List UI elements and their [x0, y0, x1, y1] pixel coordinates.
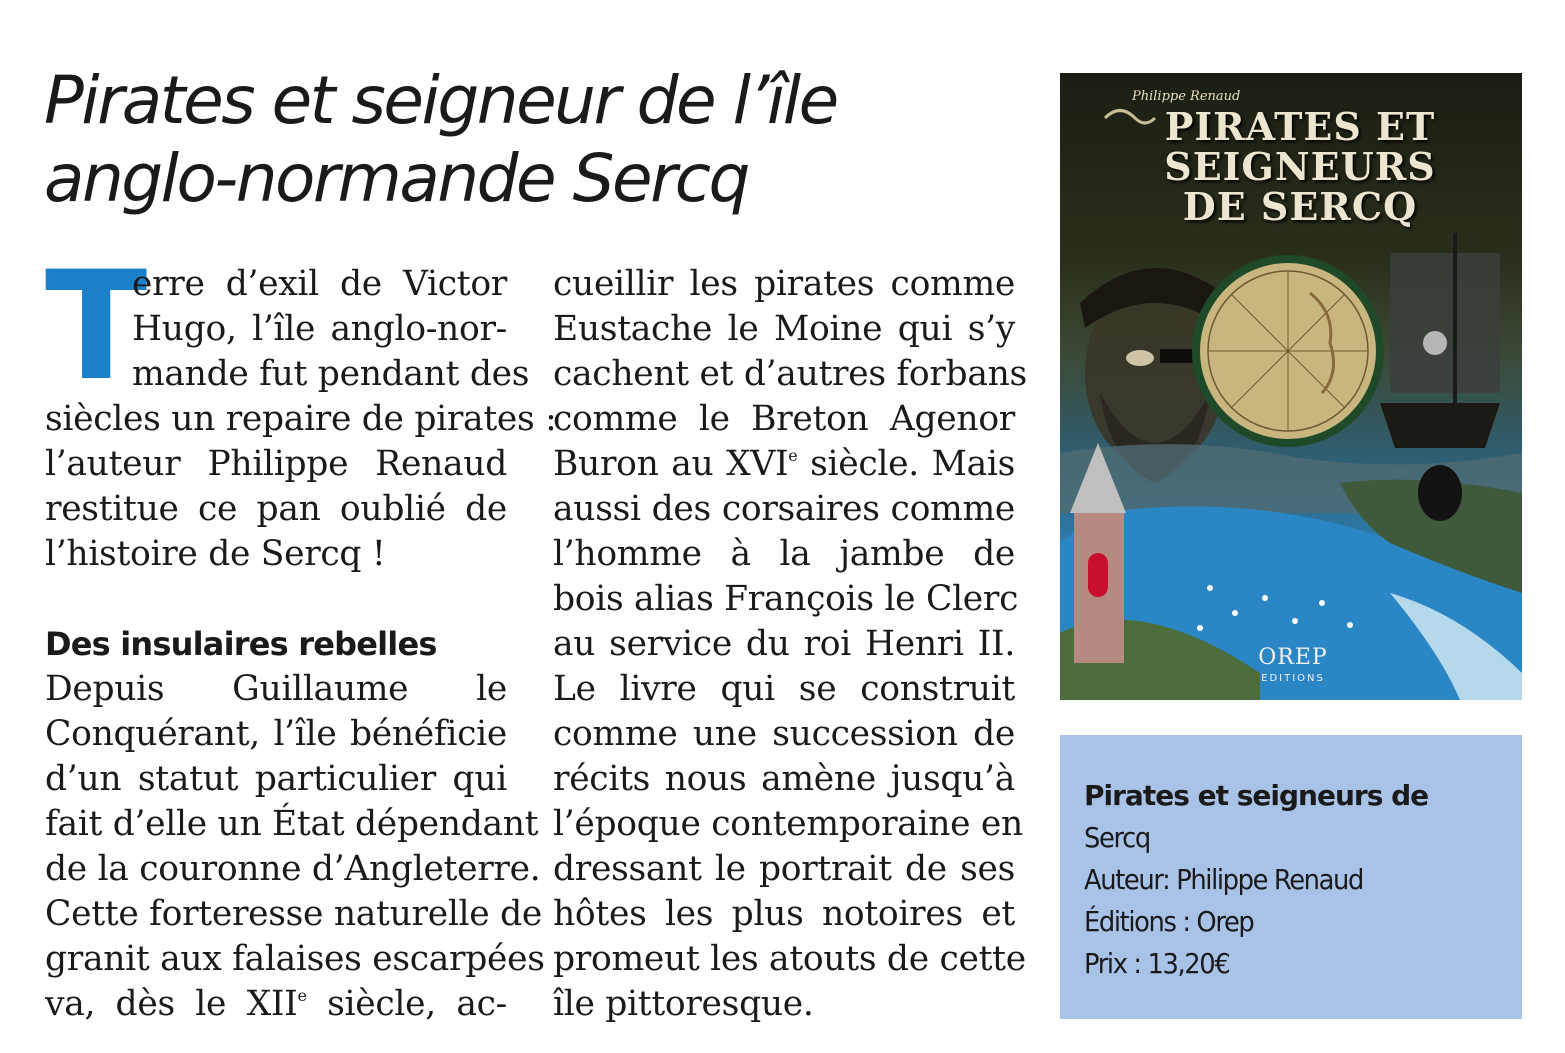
paragraph-line: aussi des corsaires comme — [553, 489, 1015, 529]
paragraph-line: restitue ce pan oublié de — [45, 489, 507, 529]
headline-line-2: anglo-normande Sercq — [44, 140, 748, 217]
book-info-box — [1060, 735, 1522, 1019]
info-author: Auteur: Philippe Renaud — [1084, 863, 1363, 896]
paragraph-line: fait d’elle un État dépendant — [45, 804, 539, 844]
paragraph-line: promeut les atouts de cette — [553, 939, 1026, 979]
paragraph-line: bois alias François le Clerc — [553, 579, 1019, 619]
paragraph-line: comme le Breton Agenor — [553, 399, 1015, 439]
paragraph-line: d’un statut particulier qui — [45, 759, 507, 799]
paragraph-line: cachent et d’autres forbans — [553, 354, 1027, 394]
cover-title-line: DE SERCQ — [1182, 184, 1418, 229]
cover-publisher-logo: OREP — [1258, 645, 1328, 670]
headline-line-1: Pirates et seigneur de l’île — [44, 62, 837, 139]
superscript: e — [297, 986, 307, 1005]
info-book-title-cont: Sercq — [1084, 821, 1150, 854]
paragraph-line: erre d’exil de Victor — [132, 264, 507, 304]
paragraph-line: Le livre qui se construit — [553, 669, 1015, 709]
paragraph-line — [553, 442, 1015, 487]
text-fragment: siècle. Mais — [797, 444, 1016, 484]
text-fragment: siècle, ac- — [306, 984, 508, 1024]
section-subheading: Des insulaires rebelles — [45, 625, 437, 663]
paragraph-line: Depuis Guillaume le — [45, 669, 507, 709]
drop-cap: T — [45, 240, 148, 414]
superscript: e — [788, 446, 798, 465]
text-fragment: va, dès le XII — [45, 984, 298, 1024]
info-price: Prix : 13,20€ — [1084, 947, 1230, 980]
text-fragment: Buron au XVI — [553, 444, 789, 484]
paragraph-line: l’histoire de Sercq ! — [45, 534, 386, 574]
cover-author: Philippe Renaud — [1132, 89, 1241, 104]
paragraph-line: comme une succession de — [553, 714, 1015, 754]
paragraph-line: dressant le portrait de ses — [553, 849, 1015, 889]
paragraph-line: au service du roi Henri II. — [553, 624, 1015, 664]
paragraph-line: Conquérant, l’île bénéficie — [45, 714, 507, 754]
paragraph-line: île pittoresque. — [553, 984, 814, 1024]
info-publisher: Éditions : Orep — [1084, 905, 1254, 938]
cover-title — [1120, 104, 1480, 229]
paragraph-gap — [45, 577, 507, 622]
paragraph-line: siècles un repaire de pirates : — [45, 399, 557, 439]
article-column-1 — [45, 240, 557, 1027]
cover-publisher-subtitle: EDITIONS — [1261, 673, 1325, 684]
paragraph-line: Hugo, l’île anglo-nor- — [132, 309, 507, 349]
book-cover-image — [1060, 73, 1522, 700]
paragraph-line: cueillir les pirates comme — [553, 264, 1015, 304]
paragraph-line: hôtes les plus notoires et — [553, 894, 1015, 934]
paragraph-line: Eustache le Moine qui s’y — [553, 309, 1015, 349]
paragraph-line: Cette forteresse naturelle de — [45, 894, 542, 934]
paragraph-line: récits nous amène jusqu’à — [553, 759, 1015, 799]
paragraph-line: l’époque contemporaine en — [553, 804, 1023, 844]
info-book-title: Pirates et seigneurs de — [1084, 779, 1429, 812]
article-column-2 — [553, 262, 1027, 1027]
article-headline — [44, 62, 1024, 218]
cover-title-line: SEIGNEURS — [1164, 144, 1436, 189]
paragraph-line: de la couronne d’Angleterre. — [45, 849, 541, 889]
paragraph-line: granit aux falaises escarpées — [45, 939, 545, 979]
paragraph-line — [45, 982, 507, 1027]
paragraph-line: l’auteur Philippe Renaud — [45, 444, 507, 484]
paragraph-line: mande fut pendant des — [132, 354, 530, 394]
cover-title-line: PIRATES ET — [1164, 104, 1436, 149]
paragraph-line: l’homme à la jambe de — [553, 534, 1015, 574]
